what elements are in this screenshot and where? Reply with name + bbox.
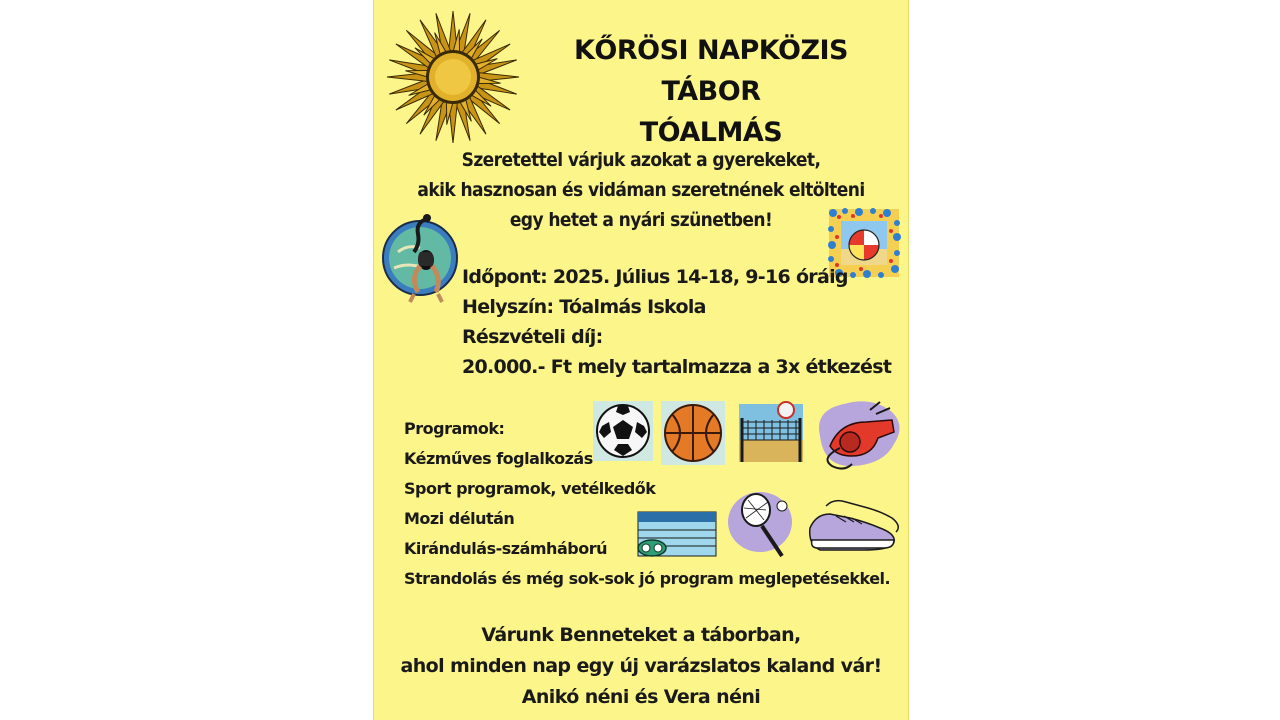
flyer [373, 0, 909, 720]
detail-location: Helyszín: Tóalmás Iskola [462, 296, 706, 318]
detail-fee-value: 20.000.- Ft mely tartalmazza a 3x étkezést [462, 356, 892, 378]
gymnast-illustration [380, 212, 462, 308]
list-item: Sport programok, vetélkedők [404, 479, 656, 498]
intro-line: akik hasznosan és vidáman szeretnének eltölteni [417, 179, 865, 201]
signature: Anikó néni és Vera néni [521, 686, 761, 708]
list-item: Mozi délután [404, 509, 515, 528]
programs-list [404, 414, 904, 594]
list-item: Kézműves foglalkozás [404, 449, 593, 468]
detail-date: Időpont: 2025. Július 14-18, 9-16 óráig [462, 266, 848, 288]
list-item: Strandolás és még sok-sok jó program meglepetésekkel. [404, 569, 891, 588]
intro-line: egy hetet a nyári szünetben! [509, 209, 773, 231]
closing-line: Várunk Benneteket a táborban, [481, 624, 801, 646]
detail-fee-label: Részvételi díj: [462, 326, 603, 348]
title-line-1: KŐRÖSI NAPKÖZIS TÁBOR [573, 35, 849, 107]
list-item: Kirándulás-számháború [404, 539, 607, 558]
sun-icon [384, 8, 522, 146]
title-line-2: TÓALMÁS [639, 117, 783, 148]
programs-heading: Programok: [404, 419, 505, 438]
closing-message [374, 620, 908, 713]
event-details [462, 262, 902, 382]
intro-line: Szeretettel várjuk azokat a gyerekeket, [461, 149, 821, 171]
closing-line: ahol minden nap egy új varázslatos kaland vár! [400, 655, 882, 677]
page-title [526, 30, 896, 153]
